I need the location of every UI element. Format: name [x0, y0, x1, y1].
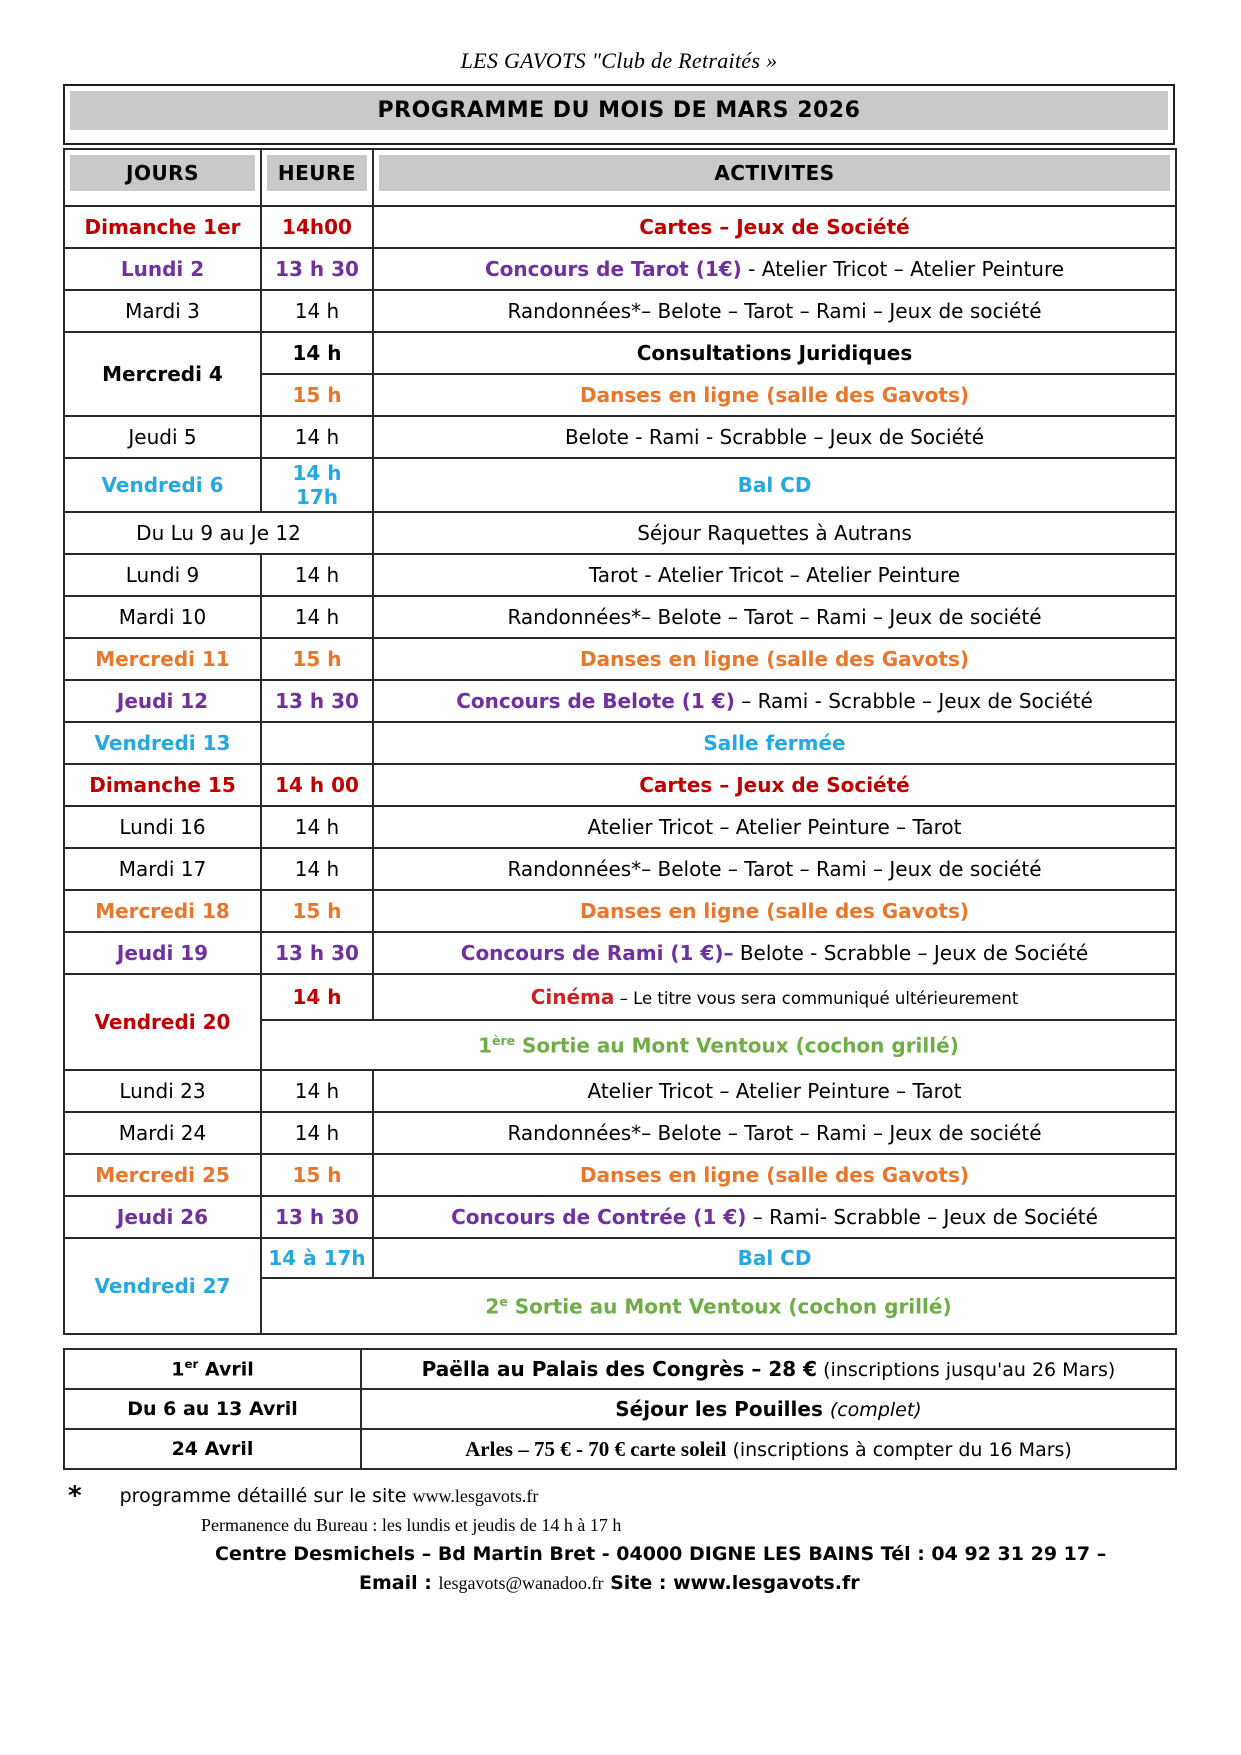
activity-cell	[373, 1070, 1176, 1112]
text-segment: Cartes – Jeux de Société	[639, 215, 910, 239]
text-segment: 13 h 30	[275, 941, 359, 965]
text-segment: – Rami- Scrabble – Jeux de Société	[746, 1205, 1098, 1229]
text-segment: Vendredi 27	[94, 1274, 231, 1298]
table-row	[64, 722, 1176, 764]
text-segment: 15 h	[292, 1163, 342, 1187]
day-cell	[64, 290, 261, 332]
text-segment: Sortie au Mont Ventoux (cochon grillé)	[515, 1033, 959, 1058]
table-row	[64, 806, 1176, 848]
time-cell	[261, 1154, 373, 1196]
program-header-box	[63, 84, 1175, 145]
text-segment: Salle fermée	[703, 731, 846, 755]
table-row	[64, 1070, 1176, 1112]
day-cell	[64, 458, 261, 512]
time-cell	[261, 206, 373, 248]
table-row	[64, 1389, 1176, 1429]
text-segment: Jeudi 5	[128, 425, 197, 449]
table-row	[64, 1112, 1176, 1154]
time-cell	[261, 332, 373, 374]
text-segment: 1	[478, 1033, 493, 1058]
text-segment: Lundi 23	[119, 1079, 206, 1103]
time-cell	[261, 290, 373, 332]
time-cell	[261, 848, 373, 890]
document-page	[63, 0, 1175, 1594]
april-events-table	[63, 1348, 1177, 1470]
text-segment: Tarot - Atelier Tricot – Atelier Peinture	[588, 563, 961, 587]
text-segment: 14 h	[294, 815, 340, 839]
text-segment: Mardi 24	[118, 1121, 207, 1145]
text-segment: Mardi 17	[118, 857, 207, 881]
table-row	[64, 1349, 1176, 1389]
text-segment: 14 h	[294, 1079, 340, 1103]
table-row	[64, 332, 1176, 374]
text-segment: Danses en ligne (salle des Gavots)	[579, 383, 970, 407]
time-cell	[261, 932, 373, 974]
footnote-line	[63, 1481, 1175, 1511]
table-row	[64, 416, 1176, 458]
text-segment: Concours de Tarot (1€)	[484, 257, 742, 281]
site-link: Site : www.lesgavots.fr	[603, 1572, 860, 1594]
activity-cell	[373, 1154, 1176, 1196]
activity-cell	[361, 1389, 1176, 1429]
activity-cell	[373, 722, 1176, 764]
day-cell	[64, 1154, 261, 1196]
text-segment: Mardi 10	[118, 605, 207, 629]
text-segment: 15 h	[292, 899, 342, 923]
text-segment: Belote - Rami - Scrabble – Jeux de Société	[564, 425, 985, 449]
day-cell	[64, 1112, 261, 1154]
time-cell	[261, 680, 373, 722]
day-cell	[64, 596, 261, 638]
text-segment: Cartes – Jeux de Société	[639, 773, 910, 797]
time-cell	[261, 1112, 373, 1154]
day-cell	[64, 680, 261, 722]
activity-cell	[373, 512, 1176, 554]
day-cell	[64, 764, 261, 806]
table-row	[64, 764, 1176, 806]
text-segment: Du 6 au 13 Avril	[127, 1398, 298, 1420]
time-cell	[261, 1196, 373, 1238]
table-row	[64, 932, 1176, 974]
page-title: LES GAVOTS "Club de Retraités »	[460, 48, 778, 73]
day-cell	[64, 890, 261, 932]
table-row	[64, 1196, 1176, 1238]
table-row	[64, 1238, 1176, 1278]
text-segment: Belote - Scrabble – Jeux de Société	[733, 941, 1089, 965]
text-segment: 14 h	[294, 425, 340, 449]
text-segment: Danses en ligne (salle des Gavots)	[579, 1163, 970, 1187]
activity-cell	[261, 1278, 1176, 1334]
text-segment: Séjour Raquettes à Autrans	[637, 521, 912, 545]
text-segment: er	[184, 1357, 199, 1372]
day-cell	[64, 554, 261, 596]
text-segment: Arles – 75 € - 70 € carte soleil	[465, 1436, 727, 1461]
activity-cell	[373, 1112, 1176, 1154]
text-segment: - Atelier Tricot – Atelier Peinture	[741, 257, 1065, 281]
activity-cell	[373, 890, 1176, 932]
date-cell	[64, 1389, 361, 1429]
text-segment: 14 h	[294, 563, 340, 587]
text-segment: Lundi 9	[125, 563, 200, 587]
activity-cell	[373, 206, 1176, 248]
activity-cell	[373, 248, 1176, 290]
text-segment: Jeudi 12	[116, 689, 209, 713]
table-row	[64, 554, 1176, 596]
text-segment: 14 h	[292, 341, 342, 365]
activity-cell	[361, 1429, 1176, 1469]
activity-cell	[373, 974, 1176, 1020]
text-segment: 13 h 30	[275, 689, 359, 713]
table-row	[64, 638, 1176, 680]
day-cell	[64, 1070, 261, 1112]
activity-cell	[373, 638, 1176, 680]
time-cell	[261, 1070, 373, 1112]
text-segment: Concours de Belote (1 €)	[456, 689, 735, 713]
activity-cell	[261, 1020, 1176, 1070]
day-cell	[64, 1238, 261, 1334]
day-cell	[64, 848, 261, 890]
email-label: Email :	[359, 1572, 439, 1594]
text-segment: Lundi 16	[119, 815, 206, 839]
text-segment: 14 h	[294, 857, 340, 881]
day-cell	[64, 638, 261, 680]
column-header-jours: JOURS	[64, 149, 261, 206]
text-segment: 14 h	[294, 1121, 340, 1145]
text-segment: 14h00	[282, 215, 352, 239]
text-segment: Sortie au Mont Ventoux (cochon grillé)	[507, 1294, 952, 1319]
day-cell	[64, 206, 261, 248]
text-segment: Mercredi 11	[95, 647, 230, 671]
footnote-text: programme détaillé sur le site	[119, 1485, 413, 1507]
asterisk-marker: *	[68, 1481, 82, 1511]
table-row	[64, 680, 1176, 722]
activity-cell	[361, 1349, 1176, 1389]
day-cell	[64, 332, 261, 416]
time-cell	[261, 1238, 373, 1278]
email-address: lesgavots@wanadoo.fr	[438, 1573, 604, 1593]
text-segment: Mardi 3	[125, 299, 200, 323]
text-segment: Consultations Juridiques	[636, 341, 913, 365]
text-segment: (complet)	[829, 1399, 922, 1421]
day-cell	[64, 974, 261, 1070]
text-segment: Mercredi 4	[102, 362, 223, 386]
time-cell	[261, 974, 373, 1020]
table-row	[64, 848, 1176, 890]
office-hours-line: Permanence du Bureau : les lundis et jeudis de 14 h à 17 h	[201, 1515, 622, 1535]
text-segment: 1	[171, 1358, 185, 1381]
text-segment: – Le titre vous sera communiqué ultérieurement	[614, 989, 1019, 1008]
text-segment: Avril	[198, 1358, 254, 1381]
website-link: www.lesgavots.fr	[412, 1486, 539, 1506]
activity-cell	[373, 458, 1176, 512]
activity-cell	[373, 1238, 1176, 1278]
table-row	[64, 890, 1176, 932]
activity-cell	[373, 932, 1176, 974]
activity-cell	[373, 554, 1176, 596]
header-row	[64, 149, 1176, 206]
text-segment: e	[499, 1293, 508, 1309]
text-segment: Randonnées*– Belote – Tarot – Rami – Jeux de société	[507, 857, 1042, 881]
text-segment: 14 à 17h	[268, 1246, 366, 1270]
text-segment: Vendredi 20	[94, 1010, 231, 1034]
activity-cell	[373, 332, 1176, 374]
text-segment: 24 Avril	[171, 1438, 254, 1460]
text-segment: 14 h	[294, 299, 340, 323]
day-cell	[64, 248, 261, 290]
text-segment: 13 h 30	[275, 1205, 359, 1229]
footnote-section	[63, 1481, 1175, 1594]
time-cell	[261, 638, 373, 680]
text-segment: Dimanche 15	[89, 773, 236, 797]
table-row	[64, 206, 1176, 248]
text-segment: Danses en ligne (salle des Gavots)	[579, 899, 970, 923]
text-segment: 14 h	[292, 985, 342, 1009]
table-row	[64, 458, 1176, 512]
text-segment: 2	[485, 1294, 500, 1319]
day-cell	[64, 1196, 261, 1238]
column-header-activites: ACTIVITES	[373, 149, 1176, 206]
text-segment: Randonnées*– Belote – Tarot – Rami – Jeux de société	[507, 299, 1042, 323]
text-segment: 14 h	[294, 605, 340, 629]
activity-cell	[373, 680, 1176, 722]
activity-cell	[373, 416, 1176, 458]
text-segment: 15 h	[292, 383, 342, 407]
text-segment: Lundi 2	[120, 257, 205, 281]
table-row	[64, 248, 1176, 290]
text-segment: Séjour les Pouilles	[615, 1397, 830, 1421]
text-segment: 15 h	[292, 647, 342, 671]
text-segment: Randonnées*– Belote – Tarot – Rami – Jeux de société	[507, 1121, 1042, 1145]
table-row	[64, 1429, 1176, 1469]
day-cell	[64, 416, 261, 458]
text-segment: Cinéma	[530, 985, 615, 1009]
program-header: PROGRAMME DU MOIS DE MARS 2026	[70, 91, 1168, 130]
table-row	[64, 974, 1176, 1020]
time-cell	[261, 416, 373, 458]
text-segment: Paëlla au Palais des Congrès – 28 €	[421, 1357, 818, 1381]
text-segment: Atelier Tricot – Atelier Peinture – Tarot	[587, 815, 962, 839]
text-segment: ère	[492, 1032, 515, 1048]
time-cell	[261, 890, 373, 932]
table-row	[64, 1154, 1176, 1196]
text-segment: 14 h 17h	[292, 461, 342, 509]
activity-cell	[373, 1196, 1176, 1238]
text-segment: Concours de Rami (1 €)–	[460, 941, 734, 965]
date-cell	[64, 1349, 361, 1389]
text-segment: Dimanche 1er	[84, 215, 241, 239]
activity-cell	[373, 290, 1176, 332]
activity-cell	[373, 806, 1176, 848]
activity-cell	[373, 596, 1176, 638]
text-segment: 13 h 30	[275, 257, 359, 281]
text-segment: 14 h 00	[275, 773, 359, 797]
time-cell	[261, 596, 373, 638]
table-row	[64, 290, 1176, 332]
column-header-heure: HEURE	[261, 149, 373, 206]
table-row	[64, 512, 1176, 554]
text-segment: Concours de Contrée (1 €)	[451, 1205, 747, 1229]
time-cell	[261, 248, 373, 290]
program-table	[63, 148, 1177, 1335]
text-segment: Du Lu 9 au Je 12	[136, 521, 301, 545]
text-segment: Mercredi 18	[95, 899, 230, 923]
text-segment: Bal CD	[737, 473, 812, 497]
text-segment: – Rami - Scrabble – Jeux de Société	[734, 689, 1093, 713]
text-segment: Bal CD	[737, 1246, 812, 1270]
time-cell	[261, 458, 373, 512]
activity-cell	[373, 848, 1176, 890]
time-cell	[261, 764, 373, 806]
text-segment: (inscriptions à compter du 16 Mars)	[726, 1438, 1072, 1461]
time-cell	[261, 722, 373, 764]
time-cell	[261, 806, 373, 848]
text-segment: Jeudi 19	[116, 941, 209, 965]
date-cell	[64, 1429, 361, 1469]
day-cell	[64, 722, 261, 764]
address-line: Centre Desmichels – Bd Martin Bret - 04000 DIGNE LES BAINS Tél : 04 92 31 29 17 –	[215, 1543, 1107, 1565]
text-segment: Vendredi 6	[101, 473, 224, 497]
activity-cell	[373, 374, 1176, 416]
table-row	[64, 596, 1176, 638]
text-segment: Randonnées*– Belote – Tarot – Rami – Jeux de société	[507, 605, 1042, 629]
day-cell	[64, 512, 373, 554]
text-segment: Jeudi 26	[116, 1205, 209, 1229]
day-cell	[64, 932, 261, 974]
day-cell	[64, 806, 261, 848]
activity-cell	[373, 764, 1176, 806]
text-segment: Danses en ligne (salle des Gavots)	[579, 647, 970, 671]
time-cell	[261, 554, 373, 596]
text-segment: Vendredi 13	[94, 731, 231, 755]
time-cell	[261, 374, 373, 416]
contact-line	[359, 1572, 1175, 1594]
text-segment: Mercredi 25	[95, 1163, 230, 1187]
text-segment: (inscriptions jusqu'au 26 Mars)	[817, 1359, 1116, 1381]
text-segment: Atelier Tricot – Atelier Peinture – Tarot	[587, 1079, 962, 1103]
